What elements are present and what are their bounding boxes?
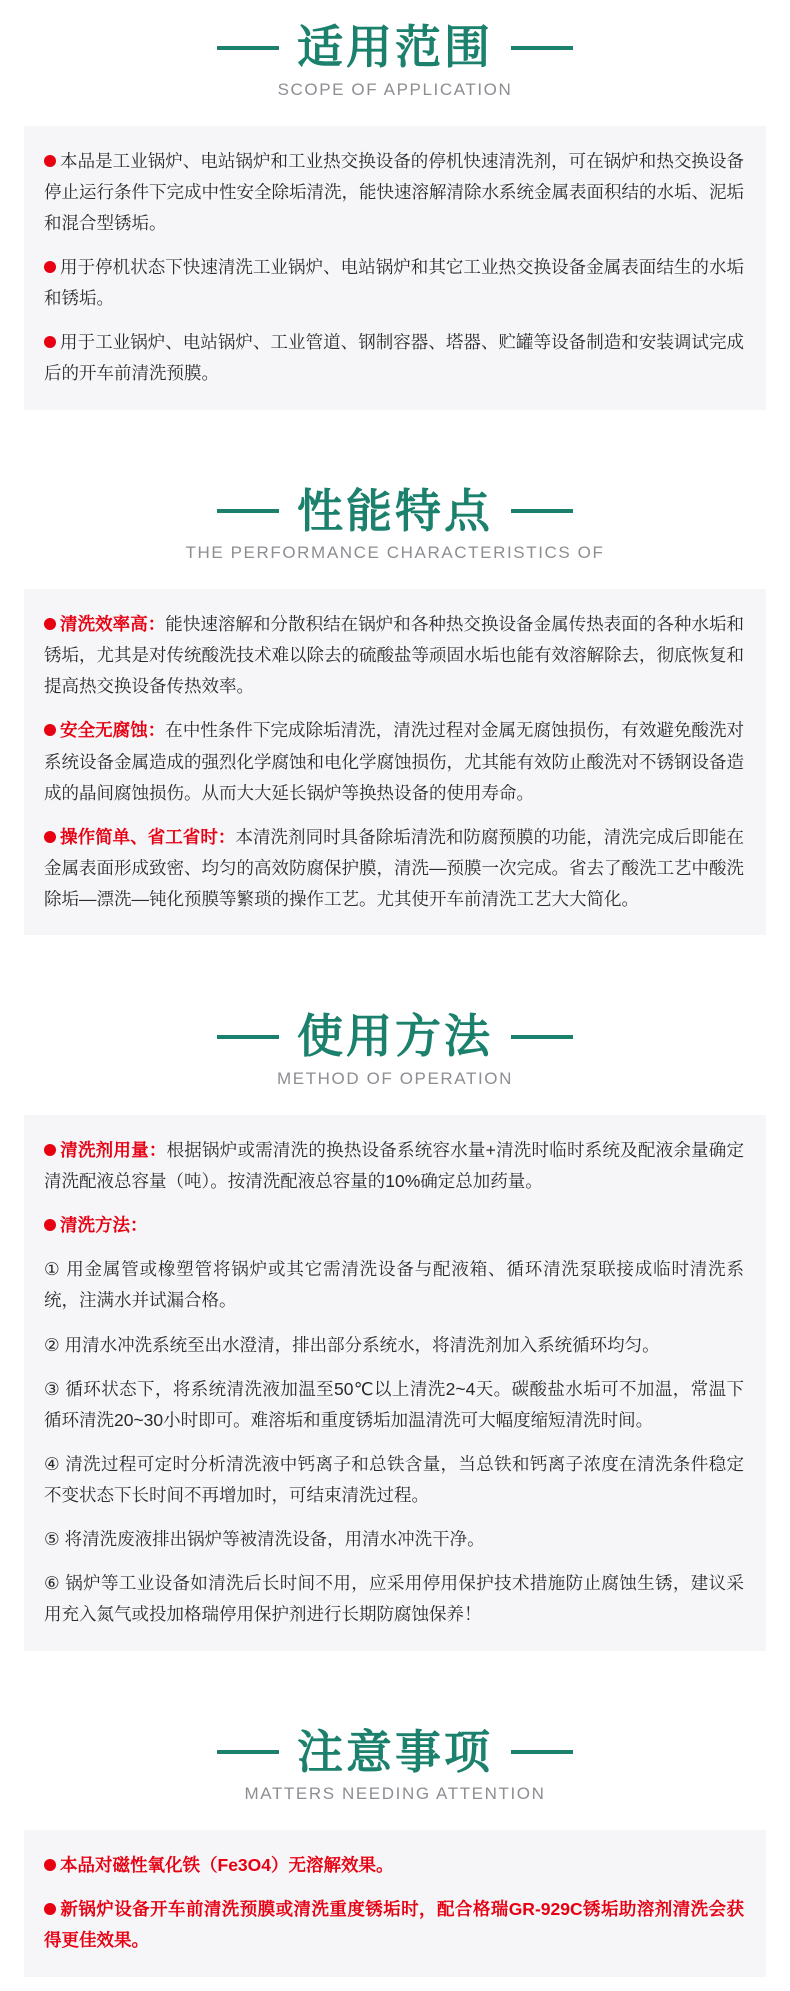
paragraph-text: 本品是工业锅炉、电站锅炉和工业热交换设备的停机快速清洗剂，可在锅炉和热交换设备停止运行条件下完成中性安全除垢清洗，能快速溶解清除水系统金属表面积结的水垢、泥垢和混合型锈垢。 (44, 150, 744, 233)
labeled-bullet-paragraph (44, 1210, 744, 1241)
bullet-paragraph (44, 327, 744, 389)
bullet-paragraph (44, 1894, 744, 1956)
paragraph-text: 根据锅炉或需清洗的换热设备系统容水量+清洗时临时系统及配液余量确定清洗配液总容量（吨）。按清洗配液总容量的10%确定总加药量。 (44, 1139, 745, 1191)
paragraph-text: 本品对磁性氧化铁（Fe3O4）无溶解效果。 (60, 1855, 394, 1876)
section-heading-performance (0, 486, 790, 564)
step-text: 清洗过程可定时分析清洗液中钙离子和总铁含量，当总铁和钙离子浓度在清洗条件稳定不变状态下长时间不再增加时，可结束清洗过程。 (44, 1453, 744, 1506)
step-text: 锅炉等工业设备如清洗后长时间不用，应采用停用保护技术措施防止腐蚀生锈，建议采用充入氮气或投加格瑞停用保护剂进行长期防腐蚀保养！ (44, 1573, 744, 1625)
section-title-cn: 适用范围 (297, 21, 493, 73)
numbered-step (44, 1449, 744, 1511)
red-dot-icon (44, 831, 56, 843)
spacer (0, 1691, 790, 1727)
heading-rule-left-icon (217, 46, 279, 50)
red-dot-icon (44, 261, 56, 273)
feature-label: 操作简单、省工省时： (60, 826, 236, 847)
spacer (0, 1804, 790, 1830)
labeled-bullet-paragraph (44, 609, 744, 702)
paragraph-text: 新锅炉设备开车前清洗预膜或清洗重度锈垢时，配合格瑞GR-929C锈垢助溶剂清洗会获得更佳效果。 (44, 1899, 744, 1951)
section-panel-scope (24, 126, 766, 410)
red-dot-icon (44, 1903, 56, 1915)
step-marker: ② (44, 1334, 60, 1355)
step-marker: ④ (44, 1453, 61, 1474)
labeled-bullet-paragraph (44, 822, 744, 915)
spacer (0, 1089, 790, 1115)
spacer (0, 935, 790, 975)
red-dot-icon (44, 336, 56, 348)
red-dot-icon (44, 1219, 56, 1231)
section-title-en: METHOD OF OPERATION (277, 1068, 513, 1088)
section-title-cn: 注意事项 (297, 1725, 493, 1778)
numbered-step (44, 1374, 744, 1436)
spacer (0, 410, 790, 450)
spacer (0, 100, 790, 126)
numbered-step (44, 1524, 744, 1555)
section-title-en: THE PERFORMANCE CHARACTERISTICS OF (185, 543, 605, 563)
red-dot-icon (44, 618, 56, 630)
heading-rule-right-icon (511, 1035, 573, 1039)
step-text: 用清水冲洗系统至出水澄清，排出部分系统水，将清洗剂加入系统循环均匀。 (64, 1334, 660, 1355)
bullet-paragraph (44, 252, 744, 314)
numbered-step (44, 1568, 744, 1630)
section-title-cn: 性能特点 (297, 484, 493, 537)
section-heading-scope (0, 22, 790, 100)
section-heading-attention (0, 1727, 790, 1805)
step-marker: ③ (44, 1378, 61, 1399)
heading-rule-left-icon (217, 1750, 279, 1754)
section-panel-method (24, 1115, 766, 1651)
section-heading-method (0, 1011, 790, 1089)
paragraph-text: 本清洗剂同时具备除垢清洗和防腐预膜的功能，清洗完成后即能在金属表面形成致密、均匀的高效防腐保护膜，清洗—预膜一次完成。省去了酸洗工艺中酸洗除垢—漂洗—钝化预膜等繁琐的操作工艺。尤其使开车前清洗工艺大大简化。 (44, 826, 745, 910)
heading-rule-left-icon (217, 1035, 279, 1039)
section-panel-performance (24, 589, 766, 935)
step-text: 用金属管或橡塑管将锅炉或其它需清洗设备与配液箱、循环清洗泵联接成临时清洗系统，注满水并试漏合格。 (44, 1259, 744, 1311)
numbered-step (44, 1330, 744, 1361)
step-text: 将清洗废液排出锅炉等被清洗设备，用清水冲洗干净。 (64, 1529, 485, 1550)
red-dot-icon (44, 1859, 56, 1871)
heading-row (0, 22, 790, 74)
numbered-step (44, 1254, 744, 1316)
heading-rule-right-icon (511, 46, 573, 50)
spacer (0, 975, 790, 1011)
paragraph-text: 能快速溶解和分散积结在锅炉和各种热交换设备金属传热表面的各种水垢和锈垢，尤其是对传统酸洗技术难以除去的硫酸盐等顽固水垢也能有效溶解除去，彻底恢复和提高热交换设备传热效率。 (44, 614, 745, 697)
section-title-en: SCOPE OF APPLICATION (277, 79, 513, 99)
red-dot-icon (44, 155, 56, 167)
heading-rule-right-icon (511, 509, 573, 513)
feature-label: 清洗方法： (60, 1215, 148, 1236)
step-marker: ⑥ (44, 1573, 61, 1594)
red-dot-icon (44, 724, 56, 736)
paragraph-text: 用于停机状态下快速清洗工业锅炉、电站锅炉和其它工业热交换设备金属表面结生的水垢和锈垢。 (44, 256, 744, 309)
bullet-paragraph (44, 1850, 744, 1881)
section-panel-attention (24, 1830, 766, 1976)
heading-row (0, 486, 790, 538)
spacer (0, 563, 790, 589)
feature-label: 安全无腐蚀： (60, 720, 166, 741)
bullet-paragraph (44, 146, 744, 239)
red-dot-icon (44, 1144, 56, 1156)
spacer (0, 450, 790, 486)
step-marker: ⑤ (44, 1529, 60, 1550)
heading-rule-left-icon (217, 509, 279, 513)
heading-rule-right-icon (511, 1750, 573, 1754)
paragraph-text: 用于工业锅炉、电站锅炉、工业管道、钢制容器、塔器、贮罐等设备制造和安装调试完成后的开车前清洗预膜。 (44, 332, 744, 384)
paragraph-text: 在中性条件下完成除垢清洗，清洗过程对金属无腐蚀损伤，有效避免酸洗对系统设备金属造成的强烈化学腐蚀和电化学腐蚀损伤，尤其能有效防止酸洗对不锈钢设备造成的晶间腐蚀损伤。从而大大延长锅炉等换热设备的使用寿命。 (44, 720, 745, 803)
labeled-bullet-paragraph (44, 1135, 744, 1197)
section-title-en: MATTERS NEEDING ATTENTION (244, 1784, 546, 1804)
feature-label: 清洗效率高： (60, 614, 166, 635)
step-text: 循环状态下，将系统清洗液加温至50℃以上清洗2~4天。碳酸盐水垢可不加温，常温下循环清洗20~30小时即可。难溶垢和重度锈垢加温清洗可大幅度缩短清洗时间。 (44, 1378, 744, 1430)
spacer (0, 1977, 790, 1991)
heading-row (0, 1727, 790, 1779)
section-title-cn: 使用方法 (297, 1010, 493, 1063)
feature-label: 清洗剂用量： (60, 1139, 167, 1160)
spacer (0, 1651, 790, 1691)
heading-row (0, 1011, 790, 1063)
spacer (0, 0, 790, 22)
labeled-bullet-paragraph (44, 715, 744, 808)
step-marker: ① (44, 1259, 61, 1280)
